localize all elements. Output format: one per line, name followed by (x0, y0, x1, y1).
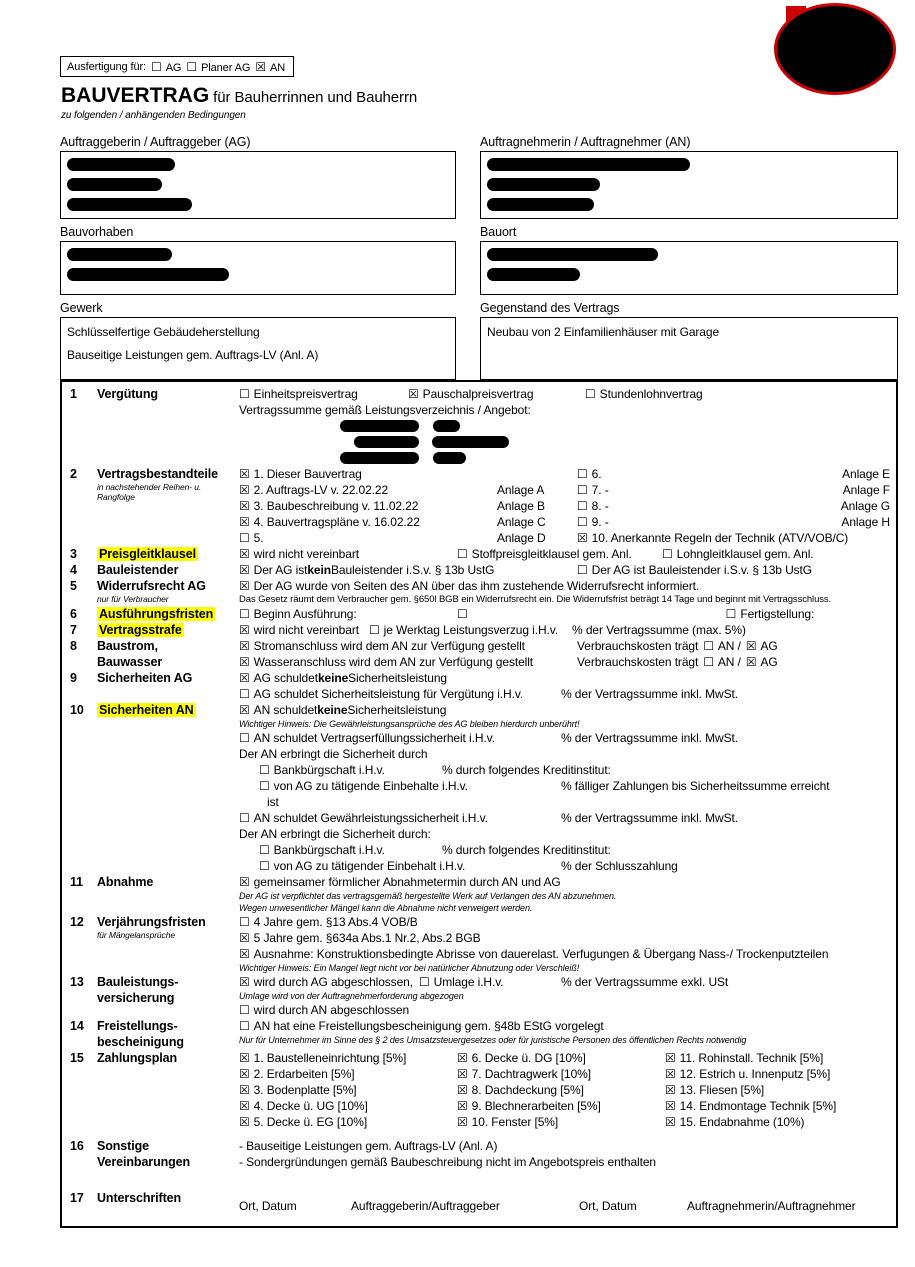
anlage-b-label: Anlage B (497, 499, 545, 513)
bestandteil-1-label: 1. Dieser Bauvertrag (253, 467, 362, 481)
ausfertigung-ag-label: AG (165, 61, 182, 74)
bestandteil-8-label: 8. - (591, 499, 609, 513)
row-number: 5 (70, 579, 77, 593)
sig-ort-datum-ag: Ort, Datum (239, 1199, 297, 1213)
row-label-preisgleitklausel: Preisgleitklausel (99, 547, 196, 561)
row-number: 9 (70, 671, 77, 685)
cb-preisgleit-nicht-vereinbart[interactable]: ☒ (239, 547, 250, 561)
row-number: 3 (70, 547, 77, 561)
zahlung-6-label: 6. Decke ü. DG [10%] (471, 1051, 586, 1065)
bauleistungsvers-label-1: Bauleistungs- (97, 975, 179, 989)
vertragssumme-label: Vertragssumme gemäß Leistungsverzeichnis / Angebot: (239, 403, 531, 417)
cb-wasseranschluss[interactable]: ☒ (239, 655, 250, 669)
zahlung-1-label: 1. Baustelleneinrichtung [5%] (253, 1051, 407, 1065)
verjaehrung-note: Wichtiger Hinweis: Ein Mangel liegt nicht vor bei natürlicher Abnutzung oder Verschleiß! (239, 963, 580, 973)
row-bauleistungsversicherung (70, 974, 890, 1018)
row-label-widerrufsrecht (97, 578, 239, 606)
cb-bestandteil-7[interactable]: ☐ (577, 483, 588, 497)
sicherheit-ag-o1-post: Sicherheitsleistung (348, 671, 447, 685)
row-number: 16 (70, 1139, 84, 1153)
zahlung-10-label: 10. Fenster [5%] (471, 1115, 559, 1129)
cb-ag-sicherheitsleistung[interactable]: ☐ (239, 687, 250, 701)
redacted-amount (340, 420, 419, 432)
cb-zahlung-6[interactable]: ☒ (457, 1051, 468, 1065)
cb-zahlung-15[interactable]: ☒ (665, 1115, 676, 1129)
bestandteil-7-label: 7. - (591, 483, 609, 497)
cb-zahlung-14[interactable]: ☒ (665, 1099, 676, 1113)
vertragsbestandteile-sub1: in nachstehender Reihen- u. (97, 482, 202, 492)
row-zahlungsplan (70, 1050, 890, 1130)
sonstige-line-1: - Bauseitige Leistungen gem. Auftrags-LV (Anl. A) (239, 1139, 498, 1153)
cb-zahlung-4[interactable]: ☒ (239, 1099, 250, 1113)
left-column (60, 135, 456, 380)
redacted-text (487, 198, 594, 211)
widerrufsrecht-sub: nur für Verbraucher (97, 594, 169, 604)
versicherung-ag-label: wird durch AG abgeschlossen, (253, 975, 413, 989)
cb-bestandteil-5[interactable]: ☐ (239, 531, 250, 545)
signature-labels (239, 1198, 890, 1214)
sicherheit-an-t2: Der AN erbringt die Sicherheit durch: (239, 827, 431, 841)
bestandteil-9-label: 9. - (591, 515, 609, 529)
row-number: 15 (70, 1051, 84, 1065)
cb-zahlung-12[interactable]: ☒ (665, 1067, 676, 1081)
cb-ausfertigung-ag[interactable]: ☐ (151, 59, 162, 74)
cb-versicherung-an[interactable]: ☐ (239, 1003, 250, 1017)
ausfertigung-an-label: AN (269, 61, 286, 74)
row-verjaehrungsfristen (70, 914, 890, 974)
bauvorhaben-box (60, 241, 456, 295)
document-title: BAUVERTRAG (61, 84, 210, 107)
einbehalte-suffix: % fälliger Zahlungen bis Sicherheitssumme erreicht (561, 779, 830, 793)
cb-ag-ist-bauleistender[interactable]: ☐ (577, 563, 588, 577)
redacted-text (487, 158, 690, 171)
zahlung-14-label: 14. Endmontage Technik [5%] (679, 1099, 837, 1113)
versicherung-an-label: wird durch AN abgeschlossen (253, 1003, 410, 1017)
wasseranschluss-label: Wasseranschluss wird dem AN zur Verfügung gestellt (253, 655, 534, 669)
zahlung-13-label: 13. Fliesen [5%] (679, 1083, 765, 1097)
sicherheit-ag-o1-pre: AG schuldet (253, 671, 318, 685)
sicherheit-ag-o2-suffix: % der Vertragssumme inkl. MwSt. (561, 687, 738, 701)
vier-jahre-label: 4 Jahre gem. §13 Abs.4 VOB/B (253, 915, 418, 929)
row-label-sonstige (97, 1138, 239, 1170)
row-label-baustrom (97, 638, 239, 670)
redacted-text (487, 178, 600, 191)
row-sicherheiten-ag (70, 670, 890, 702)
cb-einbehalt-schlusszahlung[interactable]: ☐ (259, 859, 270, 873)
gewaehrleistung-suffix: % der Vertragssumme inkl. MwSt. (561, 811, 738, 825)
cb-ausfuehrung-mitte[interactable]: ☐ (457, 607, 468, 621)
redacted-amount (433, 452, 466, 464)
cb-einheitspreisvertrag[interactable]: ☐ (239, 387, 250, 401)
versicherung-note: Umlage wird von der Auftragnehmerforderung abgezogen (239, 991, 464, 1001)
row-verguetung (70, 386, 890, 466)
preisgleit-o3-label: Lohngleitklausel gem. Anl. (676, 547, 814, 561)
pauschalpreisvertrag-label: Pauschalpreisvertrag (422, 387, 534, 401)
zahlung-7-label: 7. Dachtragwerk [10%] (471, 1067, 591, 1081)
ag-box (60, 151, 456, 219)
bauleistender-o2-label: Der AG ist Bauleistender i.S.v. § 13b UstG (591, 563, 813, 577)
anlage-g-label: Anlage G (840, 499, 890, 513)
redacted-text (67, 248, 172, 261)
row-label-vertragsbestandteile (97, 466, 239, 546)
cb-ag-keine-sicherheit[interactable]: ☒ (239, 671, 250, 685)
right-column (480, 135, 898, 380)
widerrufsrecht-o1-label: Der AG wurde von Seiten des AN über das ihm zustehende Widerrufsrecht informiert. (253, 579, 700, 593)
vertragsstrafe-o2-suffix: % der Vertragssumme (max. 5%) (572, 623, 746, 637)
ausfertigung-box (60, 56, 294, 77)
bauort-box (480, 241, 898, 295)
cb-zahlung-13[interactable]: ☒ (665, 1083, 676, 1097)
bestandteil-2-label: 2. Auftrags-LV v. 22.02.22 (253, 483, 389, 497)
gewerk-line-1: Schlüsselfertige Gebäudeherstellung (67, 325, 260, 339)
row-label-vertragsstrafe: Vertragsstrafe (99, 623, 182, 637)
cb-bankbuergschaft-2[interactable]: ☐ (259, 843, 270, 857)
sicherheit-ag-o2-label: AG schuldet Sicherheitsleistung für Vergütung i.H.v. (253, 687, 524, 701)
verjaehrung-title: Verjährungsfristen (97, 915, 206, 929)
row-number: 14 (70, 1019, 84, 1033)
einbehalte-cont: ist (267, 795, 279, 809)
vertragsbestandteile-title: Vertragsbestandteile (97, 467, 218, 481)
bankbuergschaft-2-suffix: % durch folgendes Kreditinstitut: (442, 843, 611, 857)
row-label-freistellungsbescheinigung (97, 1018, 239, 1050)
row-sicherheiten-an (70, 702, 890, 874)
sicherheit-an-o2-label: AN schuldet Vertragserfüllungssicherheit i.H.v. (253, 731, 495, 745)
bauort-box-label: Bauort (480, 225, 517, 239)
contract-table (60, 380, 898, 1228)
row-bauleistender (70, 562, 890, 578)
an-box-label: Auftragnehmerin / Auftragnehmer (AN) (480, 135, 691, 149)
zahlung-8-label: 8. Dachdeckung [5%] (471, 1083, 584, 1097)
row-unterschriften (70, 1190, 890, 1214)
row-label-verjaehrungsfristen (97, 914, 239, 974)
redacted-text (487, 268, 580, 281)
cb-zahlung-11[interactable]: ☒ (665, 1051, 676, 1065)
widerrufsrecht-title: Widerrufsrecht AG (97, 579, 206, 593)
cb-ag-kein-bauleistender[interactable]: ☒ (239, 563, 250, 577)
redacted-text (67, 198, 192, 211)
cb-beginn-ausfuehrung[interactable]: ☐ (239, 607, 250, 621)
cb-vertragsstrafe-nicht-vereinbart[interactable]: ☒ (239, 623, 250, 637)
row-widerrufsrecht (70, 578, 890, 606)
gegenstand-box-label: Gegenstand des Vertrags (480, 301, 620, 315)
zahlung-15-label: 15. Endabnahme (10%) (679, 1115, 805, 1129)
cb-bestandteil-1[interactable]: ☒ (239, 467, 250, 481)
cb-zahlung-3[interactable]: ☒ (239, 1083, 250, 1097)
sicherheit-an-note: Wichtiger Hinweis: Die Gewährleistungsansprüche des AG bleiben hierdurch unberührt! (239, 719, 580, 729)
anlage-h-label: Anlage H (841, 515, 890, 529)
strom-an-label: AN / (717, 639, 741, 653)
vertragsstrafe-o1-label: wird nicht vereinbart (253, 623, 359, 637)
gegenstand-line-1: Neubau von 2 Einfamilienhäuser mit Garage (487, 325, 720, 339)
cb-wasser-an[interactable]: ☐ (703, 655, 714, 669)
sig-ort-datum-an: Ort, Datum (579, 1199, 637, 1213)
redacted-amount (433, 420, 460, 432)
cb-pauschalpreisvertrag[interactable]: ☒ (408, 387, 419, 401)
cb-strom-ag[interactable]: ☒ (745, 639, 757, 653)
beginn-ausfuehrung-label: Beginn Ausführung: (253, 607, 357, 621)
umlage-suffix: % der Vertragssumme exkl. USt (561, 975, 729, 989)
row-abnahme (70, 874, 890, 914)
cb-stromanschluss[interactable]: ☒ (239, 639, 250, 653)
cb-umlage[interactable]: ☐ (418, 975, 430, 989)
cb-vertragserfuellungssicherheit[interactable]: ☐ (239, 731, 250, 745)
bestandteil-10-label: 10. Anerkannte Regeln der Technik (ATV/VOB/C) (591, 531, 849, 545)
cb-versicherung-ag[interactable]: ☒ (239, 975, 250, 989)
freistellung-label-2: bescheinigung (97, 1035, 184, 1049)
zahlung-12-label: 12. Estrich u. Innenputz [5%] (679, 1067, 831, 1081)
bestandteil-4-label: 4. Bauvertragspläne v. 16.02.22 (253, 515, 420, 529)
zahlung-3-label: 3. Bodenplatte [5%] (253, 1083, 357, 1097)
sonstige-label-2: Vereinbarungen (97, 1155, 191, 1169)
preisgleit-o2-label: Stoffpreisgleitklausel gem. Anl. (471, 547, 632, 561)
zahlung-2-label: 2. Erdarbeiten [5%] (253, 1067, 355, 1081)
an-box (480, 151, 898, 219)
row-number: 10 (70, 703, 84, 717)
cb-freistellungsbescheinigung[interactable]: ☐ (239, 1019, 250, 1033)
cb-wasser-ag[interactable]: ☒ (745, 655, 757, 669)
redacted-logo-stamp (774, 3, 896, 95)
abnahme-o1-label: gemeinsamer förmlicher Abnahmetermin durch AN und AG (253, 875, 561, 889)
row-label-bauleistungsversicherung (97, 974, 239, 1018)
cb-ausfertigung-planer[interactable]: ☐ (186, 59, 198, 74)
cb-zahlung-9[interactable]: ☒ (457, 1099, 468, 1113)
wasser-kosten-label: Verbrauchskosten trägt (577, 655, 699, 669)
gewaehrleistung-label: AN schuldet Gewährleistungssicherheit i.H.v. (253, 811, 488, 825)
cb-strom-an[interactable]: ☐ (703, 639, 714, 653)
gegenstand-box (480, 317, 898, 380)
cb-bestandteil-2[interactable]: ☒ (239, 483, 250, 497)
anlage-f-label: Anlage F (842, 483, 890, 497)
sonstige-line-2: - Sondergründungen gemäß Baubeschreibung nicht im Angebotspreis enthalten (239, 1155, 656, 1169)
cb-zahlung-1[interactable]: ☒ (239, 1051, 250, 1065)
row-label-unterschriften: Unterschriften (97, 1191, 182, 1205)
cb-zahlung-8[interactable]: ☒ (457, 1083, 468, 1097)
ausfertigung-planer-label: Planer AG (201, 61, 251, 74)
cb-stoffpreisgleitklausel[interactable]: ☐ (457, 547, 468, 561)
document-title-block (61, 84, 417, 121)
row-number: 4 (70, 563, 77, 577)
row-freistellungsbescheinigung (70, 1018, 890, 1050)
bauleistender-o1-post: Bauleistender i.S.v. § 13b UstG (330, 563, 495, 577)
row-label-bauleistender: Bauleistender (97, 563, 179, 577)
row-sonstige-vereinbarungen (70, 1138, 890, 1170)
freistellung-label-1: Freistellungs- (97, 1019, 178, 1033)
redacted-amount (354, 436, 419, 448)
einbehalt-schlusszahlung-label: von AG zu tätigender Einbehalt i.H.v. (273, 859, 466, 873)
cb-stundenlohnvertrag[interactable]: ☐ (585, 387, 596, 401)
cb-bestandteil-9[interactable]: ☐ (577, 515, 588, 529)
cb-bestandteil-4[interactable]: ☒ (239, 515, 250, 529)
gewerk-line-2: Bauseitige Leistungen gem. Auftrags-LV (Anl. A) (67, 348, 319, 362)
row-number: 17 (70, 1191, 84, 1205)
row-vertragsbestandteile (70, 466, 890, 546)
cb-vertragsstrafe-je-werktag[interactable]: ☐ (369, 623, 380, 637)
cb-an-keine-sicherheit[interactable]: ☒ (239, 703, 250, 717)
cb-zahlung-5[interactable]: ☒ (239, 1115, 250, 1129)
row-preisgleitklausel (70, 546, 890, 562)
row-label-verguetung: Vergütung (97, 387, 158, 401)
einheitspreisvertrag-label: Einheitspreisvertrag (253, 387, 358, 401)
document-title-suffix: für Bauherrinnen und Bauherrn (213, 89, 418, 106)
sonstige-label-1: Sonstige (97, 1139, 149, 1153)
redacted-text (67, 178, 162, 191)
sicherheit-an-o1-post: Sicherheitsleistung (347, 703, 447, 717)
bankbuergschaft-2-label: Bankbürgschaft i.H.v. (273, 843, 385, 857)
umlage-label: Umlage i.H.v. (433, 975, 504, 989)
row-label-zahlungsplan: Zahlungsplan (97, 1051, 178, 1065)
row-label-sicherheiten-ag: Sicherheiten AG (97, 671, 193, 685)
anlage-e-label: Anlage E (842, 467, 890, 481)
cb-bankbuergschaft-1[interactable]: ☐ (259, 763, 270, 777)
bauleistender-o1-pre: Der AG ist (253, 563, 308, 577)
zahlung-5-label: 5. Decke ü. EG [10%] (253, 1115, 368, 1129)
row-baustrom-bauwasser (70, 638, 890, 670)
zahlung-9-label: 9. Blechnerarbeiten [5%] (471, 1099, 601, 1113)
zahlung-11-label: 11. Rohinstall. Technik [5%] (679, 1051, 824, 1065)
vertragsstrafe-o2-label: je Werktag Leistungsverzug i.H.v. (383, 623, 559, 637)
bankbuergschaft-1-label: Bankbürgschaft i.H.v. (273, 763, 385, 777)
cb-lohngleitklausel[interactable]: ☐ (662, 547, 673, 561)
bankbuergschaft-1-suffix: % durch folgendes Kreditinstitut: (442, 763, 611, 777)
freistellung-note: Nur für Unternehmer im Sinne des § 2 des Umsatzsteuergesetzes oder für juristische Personen des öffentlichen Rechts notwendig (239, 1035, 747, 1045)
row-number: 6 (70, 607, 77, 621)
cb-widerrufsrecht-informiert[interactable]: ☒ (239, 579, 250, 593)
cb-gewaehrleistungssicherheit[interactable]: ☐ (239, 811, 250, 825)
sicherheit-ag-o1-bold: keine (317, 671, 349, 685)
ausnahme-label: Ausnahme: Konstruktionsbedingte Abrisse von dauerelast. Verfugungen & Übergang Nass-/ Trockenputzteilen (253, 947, 829, 961)
cb-fuenf-jahre[interactable]: ☒ (239, 931, 250, 945)
anlage-d-label: Anlage D (497, 531, 546, 545)
sicherheit-an-t1: Der AN erbringt die Sicherheit durch (239, 747, 428, 761)
sicherheit-an-o2-suffix: % der Vertragssumme inkl. MwSt. (561, 731, 738, 745)
row-ausfuehrungsfristen (70, 606, 890, 622)
redacted-amount (432, 436, 509, 448)
cb-einbehalte[interactable]: ☐ (259, 779, 270, 793)
sig-auftraggeber: Auftraggeberin/Auftraggeber (351, 1199, 500, 1213)
sicherheit-an-o1-pre: AN schuldet (253, 703, 318, 717)
strom-kosten-label: Verbrauchskosten trägt (577, 639, 699, 653)
einbehalt-schlusszahlung-suffix: % der Schlusszahlung (561, 859, 678, 873)
baustrom-label-1: Baustrom, (97, 639, 158, 653)
wasser-an-label: AN / (717, 655, 741, 669)
zahlung-4-label: 4. Decke ü. UG [10%] (253, 1099, 368, 1113)
strom-ag-label: AG (760, 639, 778, 653)
row-vertragsstrafe (70, 622, 890, 638)
stromanschluss-label: Stromanschluss wird dem AN zur Verfügung gestellt (253, 639, 525, 653)
wasser-ag-label: AG (760, 655, 778, 669)
ag-box-label: Auftraggeberin / Auftraggeber (AG) (60, 135, 251, 149)
row-number: 2 (70, 467, 77, 481)
stundenlohnvertrag-label: Stundenlohnvertrag (599, 387, 703, 401)
cb-ausfertigung-an[interactable]: ☒ (255, 59, 266, 74)
row-label-sicherheiten-an: Sicherheiten AN (99, 703, 194, 717)
redacted-text (67, 158, 175, 171)
fuenf-jahre-label: 5 Jahre gem. §634a Abs.1 Nr.2, Abs.2 BGB (253, 931, 481, 945)
row-number: 1 (70, 387, 77, 401)
abnahme-note-1: Der AG ist verpflichtet das vertragsgemäß hergestellte Werk auf Verlangen des AN abzunehmen. (239, 891, 617, 901)
bauleistender-o1-bold: kein (307, 563, 331, 577)
freistellung-o1-label: AN hat eine Freistellungsbescheinigung gem. §48b EStG vorgelegt (253, 1019, 604, 1033)
vertragsbestandteile-sub2: Rangfolge (97, 492, 135, 502)
widerrufsrecht-note: Das Gesetz räumt dem Verbraucher gem. §650l BGB ein Widerrufsrecht ein. Die Widerrufsfrist beträgt 14 Tage und beginnt mit Vertragsschluss. (239, 594, 832, 605)
document-subtitle: zu folgenden / anhängenden Bedingungen (61, 110, 246, 121)
cb-zahlung-7[interactable]: ☒ (457, 1067, 468, 1081)
fertigstellung-label: Fertigstellung: (740, 607, 815, 621)
row-number: 13 (70, 975, 84, 989)
row-number: 7 (70, 623, 77, 637)
cb-bestandteil-6[interactable]: ☐ (577, 467, 588, 481)
bauleistungsvers-label-2: versicherung (97, 991, 175, 1005)
gewerk-box (60, 317, 456, 380)
row-label-abnahme: Abnahme (97, 875, 154, 889)
bestandteil-6-label: 6. (591, 467, 602, 481)
bestandteil-3-label: 3. Baubeschreibung v. 11.02.22 (253, 499, 419, 513)
cb-vier-jahre[interactable]: ☐ (239, 915, 250, 929)
cb-bestandteil-8[interactable]: ☐ (577, 499, 588, 513)
cb-bestandteil-3[interactable]: ☒ (239, 499, 250, 513)
bestandteil-5-label: 5. (253, 531, 264, 545)
ausfertigung-label: Ausfertigung für: (67, 60, 147, 73)
verjaehrung-sub: für Mängelansprüche (97, 930, 175, 940)
bauvorhaben-box-label: Bauvorhaben (60, 225, 134, 239)
redacted-text (487, 248, 658, 261)
row-label-ausfuehrungsfristen: Ausführungsfristen (99, 607, 214, 621)
redacted-text (67, 268, 229, 281)
cb-zahlung-2[interactable]: ☒ (239, 1067, 250, 1081)
einbehalte-label: von AG zu tätigende Einbehalte i.H.v. (273, 779, 468, 793)
cb-fertigstellung[interactable]: ☐ (725, 607, 737, 621)
abnahme-note-2: Wegen unwesentlicher Mängel kann die Abnahme nicht verweigert werden. (239, 903, 533, 913)
cb-abnahmetermin[interactable]: ☒ (239, 875, 250, 889)
row-number: 8 (70, 639, 77, 653)
cb-ausnahme[interactable]: ☒ (239, 947, 250, 961)
anlage-a-label: Anlage A (497, 483, 545, 497)
cb-zahlung-10[interactable]: ☒ (457, 1115, 468, 1129)
row-number: 12 (70, 915, 84, 929)
gewerk-box-label: Gewerk (60, 301, 103, 315)
preisgleit-o1-label: wird nicht vereinbart (253, 547, 359, 561)
cb-bestandteil-10[interactable]: ☒ (577, 531, 588, 545)
sicherheit-an-o1-bold: keine (317, 703, 348, 717)
redacted-amount (340, 452, 419, 464)
anlage-c-label: Anlage C (497, 515, 546, 529)
sig-auftragnehmer: Auftragnehmerin/Auftragnehmer (687, 1199, 856, 1213)
baustrom-label-2: Bauwasser (97, 655, 163, 669)
row-number: 11 (70, 875, 84, 889)
